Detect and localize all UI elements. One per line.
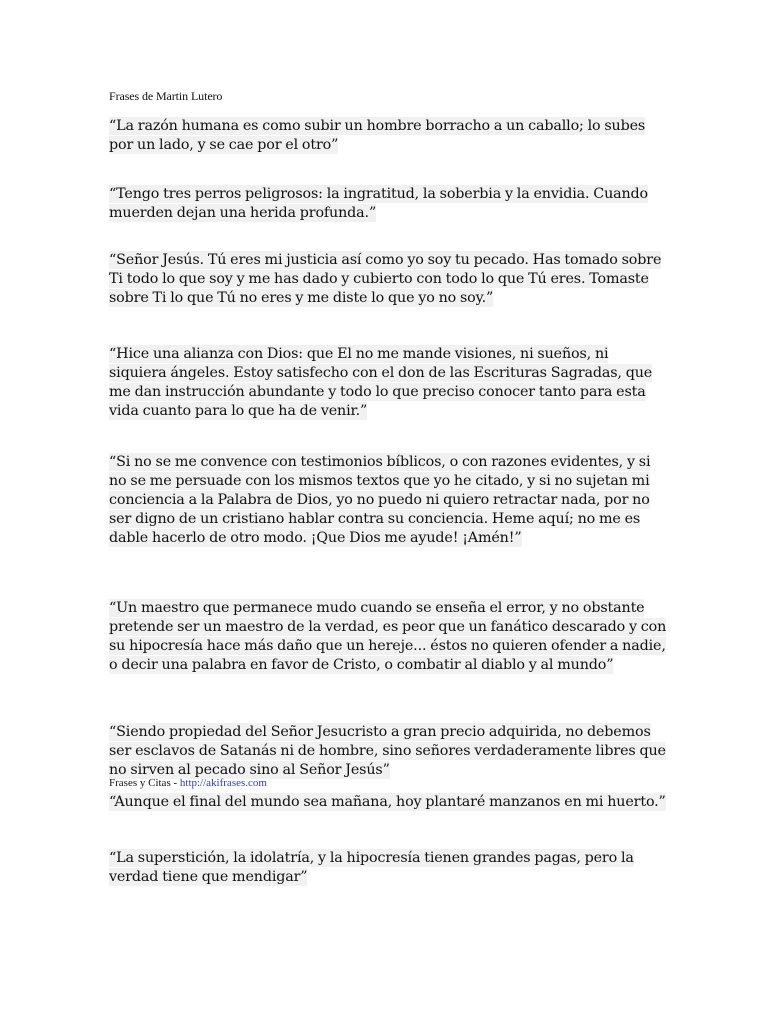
quote-item — [109, 345, 669, 421]
quote-text: “Si no se me convence con testimonios bíblicos, o con razones evidentes, y si no se me persuade con los mismos textos que yo he citado, y si no sujetan mi conciencia a la Palabra de Dios, yo no puedo ni quiero retractar nada, por no ser digno de un cristiano hablar contra su conciencia. Heme aquí; no me es dable hacerlo de otro modo. ¡Que Dios me ayude! ¡Amén!” — [109, 454, 651, 546]
quote-item — [109, 723, 669, 780]
quote-text: “La superstición, la idolatría, y la hipocresía tienen grandes pagas, pero la verdad tiene que mendigar” — [109, 850, 634, 885]
quote-item — [109, 117, 669, 155]
quote-item — [109, 251, 669, 308]
quote-text: “La razón humana es como subir un hombre borracho a un caballo; lo subes por un lado, y se cae por el otro” — [109, 118, 646, 153]
source-link[interactable]: http://akifrases.com — [179, 777, 267, 789]
quote-text: “Aunque el final del mundo sea mañana, hoy plantaré manzanos en mi huerto.” — [109, 794, 666, 810]
quote-item — [109, 849, 669, 887]
quote-text: “Un maestro que permanece mudo cuando se enseña el error, y no obstante pretende ser un maestro de la verdad, es peor que un fanático descarado y con su hipocresía hace más daño que un hereje... éstos no quieren ofender a nadie, o decir una palabra en favor de Cristo, o combatir al diablo y al mundo” — [109, 600, 667, 673]
quote-item — [109, 453, 669, 548]
quote-text: “Siendo propiedad del Señor Jesucristo a gran precio adquirida, no debemos ser esclavos de Satanás ni de hombre, sino señores verdaderamente libres que no sirven al pecado sino al Señor Jesús” — [109, 724, 666, 778]
quote-item — [109, 185, 669, 223]
page-title: Frases de Martin Lutero — [109, 89, 223, 103]
quote-item — [109, 599, 669, 675]
quote-text: “Señor Jesús. Tú eres mi justicia así como yo soy tu pecado. Has tomado sobre Ti todo lo que soy y me has dado y cubierto con todo lo que Tú eres. Tomaste sobre Ti lo que Tú no eres y me diste lo que yo no soy.” — [109, 252, 662, 306]
quote-text: “Hice una alianza con Dios: que El no me mande visiones, ni sueños, ni siquiera ángeles. Estoy satisfecho con el don de las Escrituras Sagradas, que me dan instrucción abundante y todo lo que preciso conocer tanto para esta vida cuanto para lo que ha de venir.” — [109, 346, 653, 419]
quote-item — [109, 793, 669, 812]
source-label: Frases y Citas - — [109, 777, 180, 789]
quote-text: “Tengo tres perros peligrosos: la ingratitud, la soberbia y la envidia. Cuando muerden dejan una herida profunda.” — [109, 186, 649, 221]
source-attribution — [109, 777, 267, 790]
